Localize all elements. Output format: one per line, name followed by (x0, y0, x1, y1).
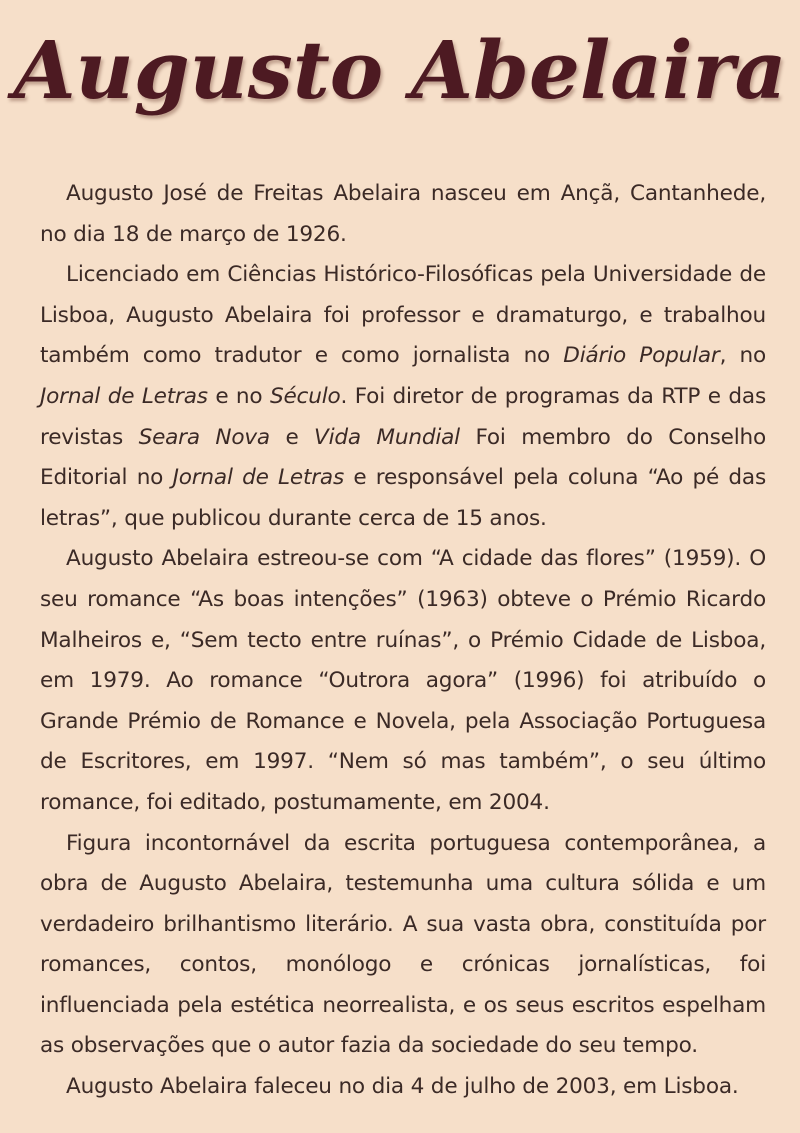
career-text-4: . Foi diretor de programas da RTP e das revistas (40, 383, 766, 450)
career-text-1: Licenciado em Ciências Histórico-Filosóficas pela Universidade de Lisboa, Augusto Abelaira foi professor e dramaturgo, e trabalhou também como tradutor e como jornalista no (40, 262, 766, 369)
publication-jornal-de-letras: Jornal de Letras (40, 383, 208, 409)
publication-seara-nova: Seara Nova (138, 424, 270, 450)
publication-seculo: Século (269, 383, 341, 409)
career-text-3: e no (207, 383, 270, 409)
paragraph-legacy: Figura incontornável da escrita portuguesa contemporânea, a obra de Augusto Abelaira, testemunha uma cultura sólida e um verdadeiro brilhantismo literário. A sua vasta obra, constituída por romances, contos, monólogo e crónicas jornalísticas, foi influenciada pela estética neorrealista, e os seus escritos espelham as observações que o autor fazia da sociedade do seu tempo. (40, 830, 766, 1059)
paragraph-works: Augusto Abelaira estreou-se com “A cidade das flores” (1959). O seu romance “As boas intenções” (1963) obteve o Prémio Ricardo Malheiros e, “Sem tecto entre ruínas”, o Prémio Cidade de Lisboa, em 1979. Ao romance “Outrora agora” (1996) foi atribuído o Grande Prémio de Romance e Novela, pela Associação Portuguesa de Escritores, em 1997. “Nem só mas também”, o seu último romance, foi editado, postumamente, em 2004. (40, 546, 766, 815)
publication-diario-popular: Diário Popular (563, 343, 720, 369)
page-title: Augusto Abelaira (13, 23, 787, 117)
paragraph-birth: Augusto José de Freitas Abelaira nasceu em Ançã, Cantanhede, no dia 18 de março de 1926. (40, 181, 766, 247)
career-text-7: e responsável pela coluna “Ao pé das letras”, que publicou durante cerca de 15 anos. (40, 465, 766, 531)
paragraph-death: Augusto Abelaira faleceu no dia 4 de julho de 2003, em Lisboa. (66, 1074, 739, 1100)
career-text-6: Foi membro do Conselho Editorial no (40, 424, 766, 491)
publication-jornal-de-letras-2: Jornal de Letras (172, 465, 344, 491)
publication-vida-mundial: Vida Mundial (314, 424, 460, 450)
career-text-2: , no (719, 343, 766, 369)
document-body (40, 174, 766, 1108)
paragraph-career (40, 255, 766, 539)
career-text-5: e (269, 424, 315, 450)
